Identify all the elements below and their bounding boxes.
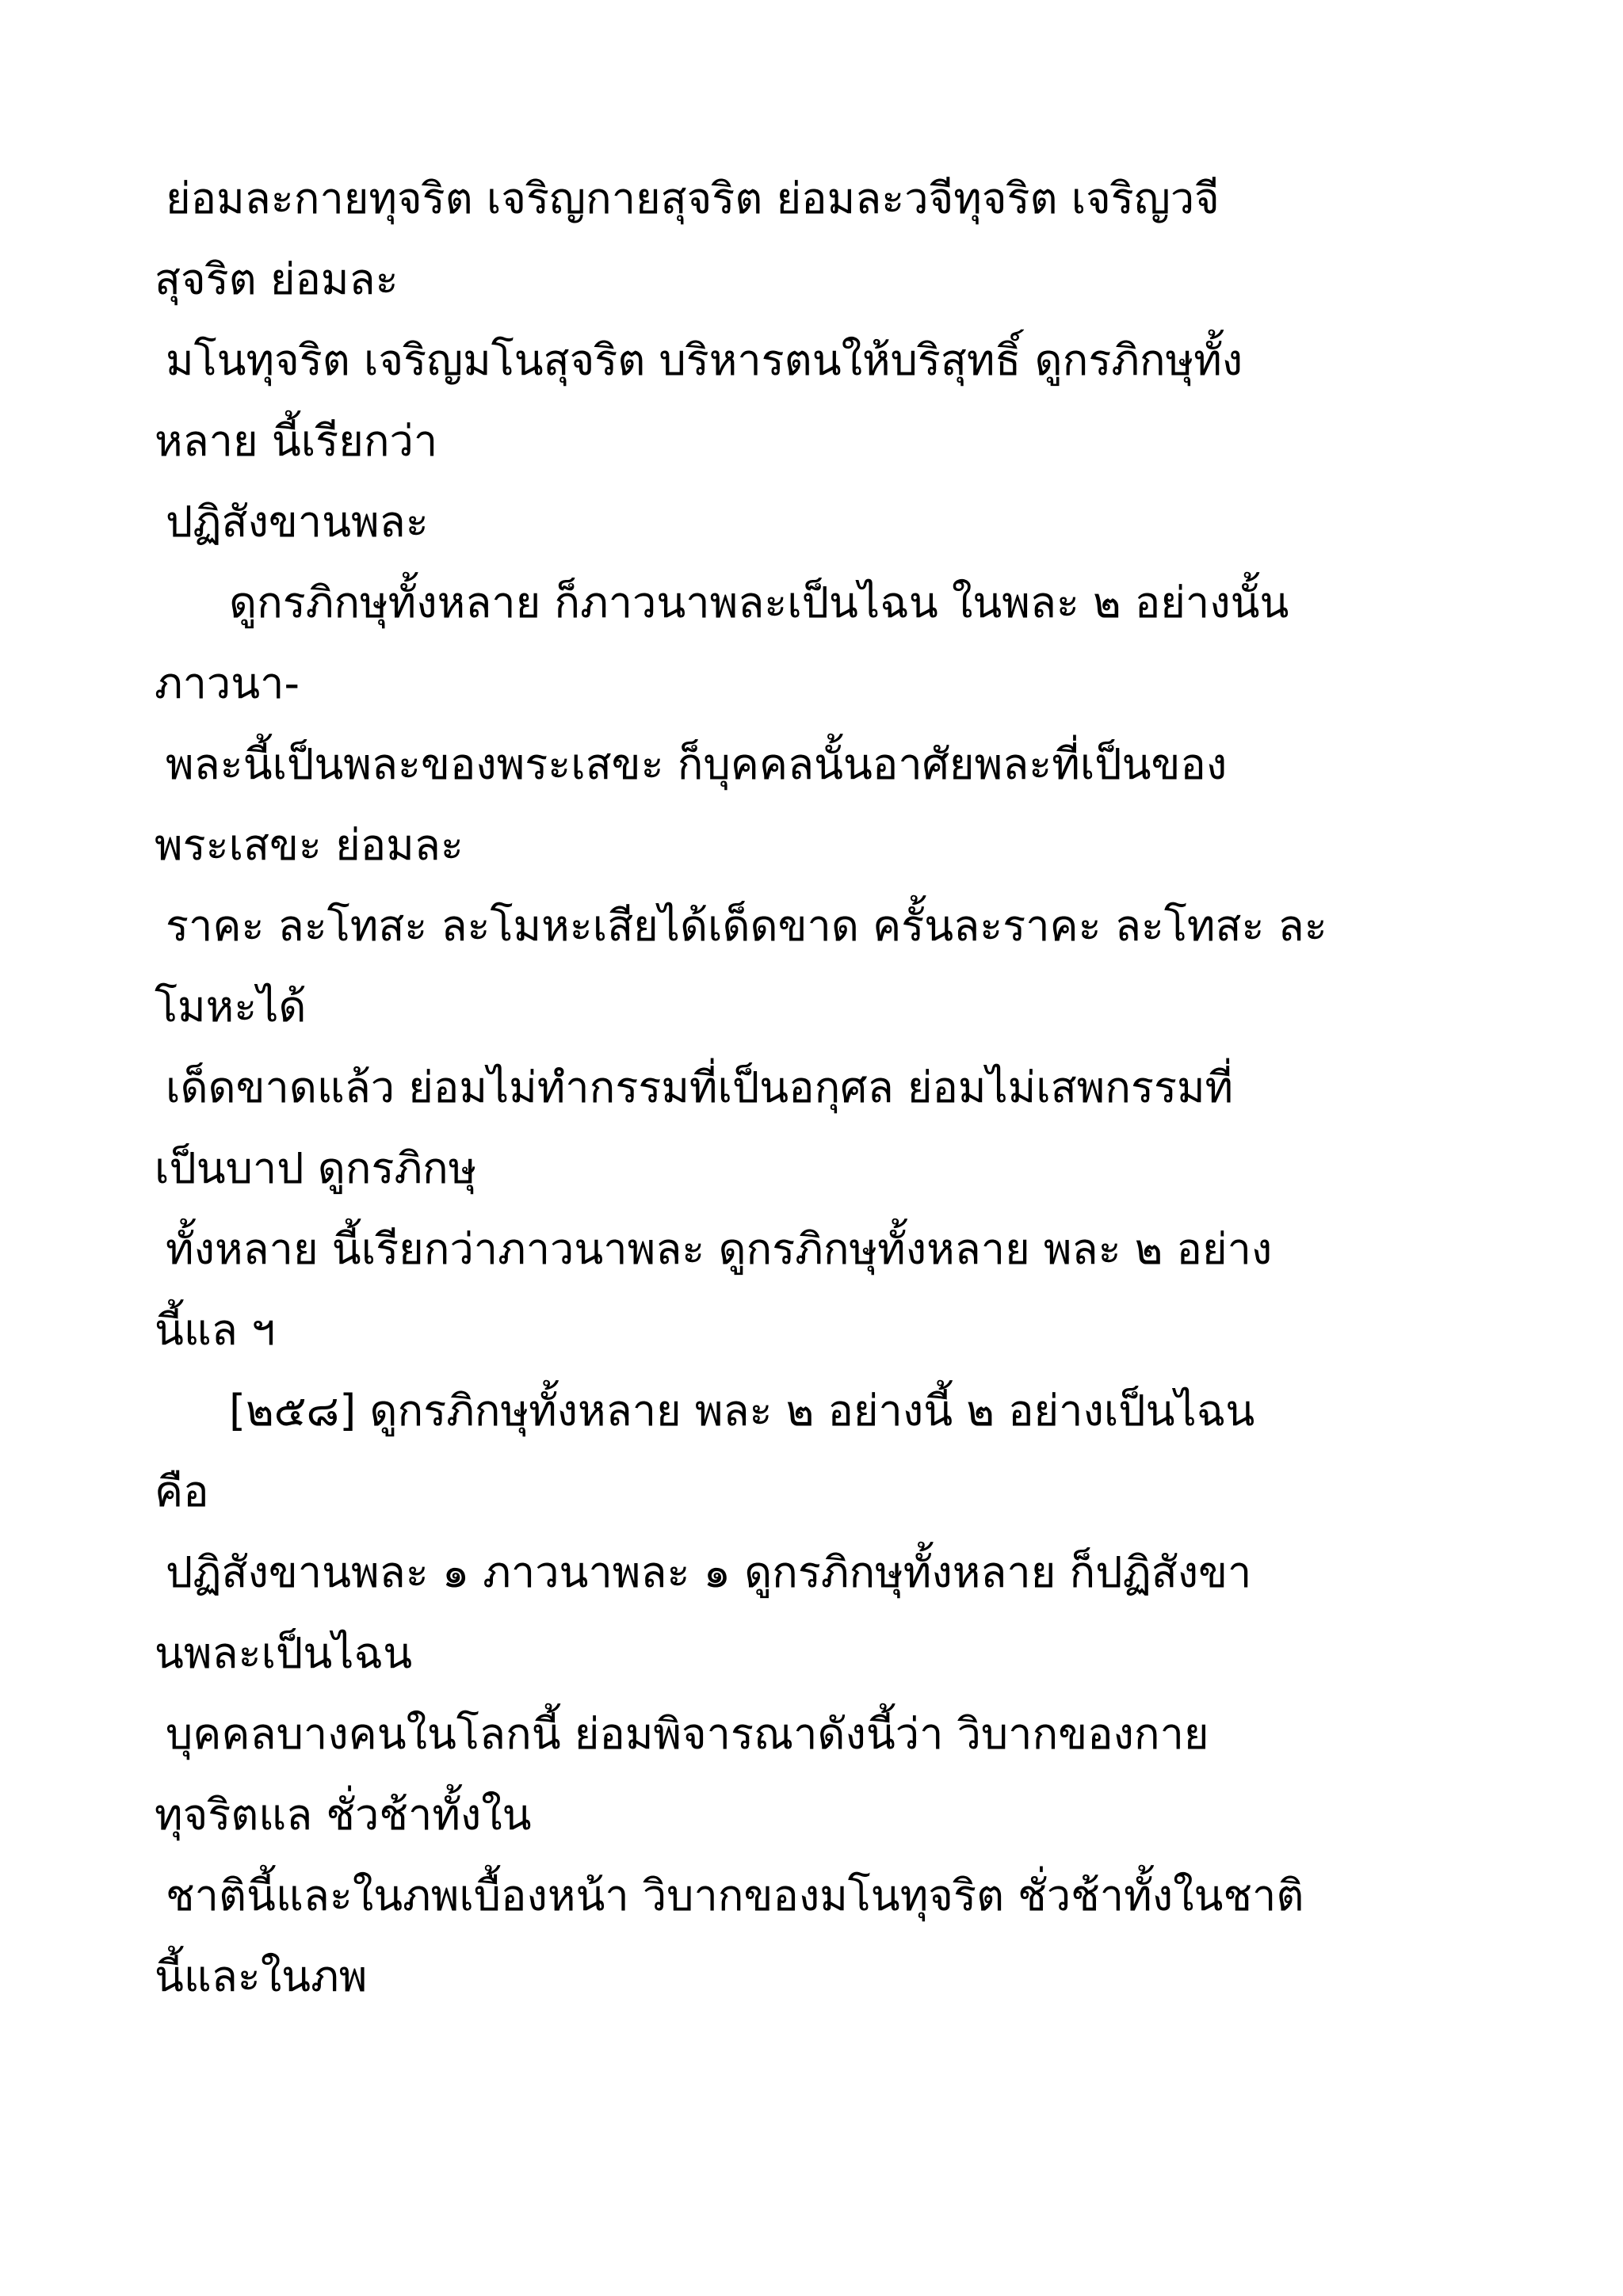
- text-line: เด็ดขาดแล้ว ย่อมไม่ทำกรรมที่เป็นอกุศล ย่อมไม่เสพกรรมที่: [166, 1062, 1234, 1112]
- text-line: คือ: [155, 1466, 209, 1516]
- text-line: สุจริต ย่อมละ: [155, 254, 399, 304]
- text-line: นพละเป็นไฉน: [155, 1628, 413, 1678]
- text-line: ย่อมละกายทุจริต เจริญกายสุจริต ย่อมละวจีทุจริต เจริญวจี: [166, 174, 1220, 223]
- text-line: ปฏิสังขานพละ: [166, 497, 429, 547]
- text-line: ทุจริตแล ชั่วช้าทั้งใน: [155, 1790, 532, 1840]
- text-line: หลาย นี้เรียกว่า: [155, 416, 438, 466]
- text-line: ปฏิสังขานพละ ๑ ภาวนาพละ ๑ ดูกรภิกษุทั้งหลาย ก็ปฏิสังขา: [166, 1547, 1252, 1597]
- text-line: ดูกรภิกษุทั้งหลาย ก็ภาวนาพละเป็นไฉน ในพละ ๒ อย่างนั้น: [229, 578, 1289, 627]
- text-line: บุคคลบางคนในโลกนี้ ย่อมพิจารณาดังนี้ว่า วิบากของกาย: [166, 1709, 1209, 1759]
- text-line: นี้และในภพ: [155, 1951, 368, 2001]
- text-line: ภาวนา-: [155, 658, 300, 708]
- text-line: [๒๕๘] ดูกรภิกษุทั้งหลาย พละ ๒ อย่างนี้ ๒ อย่างเป็นไฉน: [229, 1386, 1255, 1436]
- text-line: เป็นบาป ดูกรภิกษุ: [155, 1143, 477, 1193]
- text-line: โมหะได้: [155, 982, 307, 1032]
- text-line: ชาตินี้และในภพเบื้องหน้า วิบากของมโนทุจริต ชั่วช้าทั้งในชาติ: [166, 1871, 1304, 1920]
- body-text: [155, 158, 1494, 2017]
- text-line: ทั้งหลาย นี้เรียกว่าภาวนาพละ ดูกรภิกษุทั้งหลาย พละ ๒ อย่าง: [166, 1224, 1273, 1274]
- text-line: มโนทุจริต เจริญมโนสุจริต บริหารตนให้บริสุทธิ์ ดูกรภิกษุทั้ง: [166, 335, 1243, 385]
- text-line: พระเสขะ ย่อมละ: [155, 820, 464, 870]
- text-line: ราคะ ละโทสะ ละโมหะเสียได้เด็ดขาด ครั้นละราคะ ละโทสะ ละ: [166, 901, 1327, 951]
- text-line: พละนี้เป็นพละของพระเสขะ ก็บุคคลนั้นอาศัยพละที่เป็นของ: [166, 739, 1228, 789]
- text-line: นี้แล ฯ: [155, 1305, 276, 1355]
